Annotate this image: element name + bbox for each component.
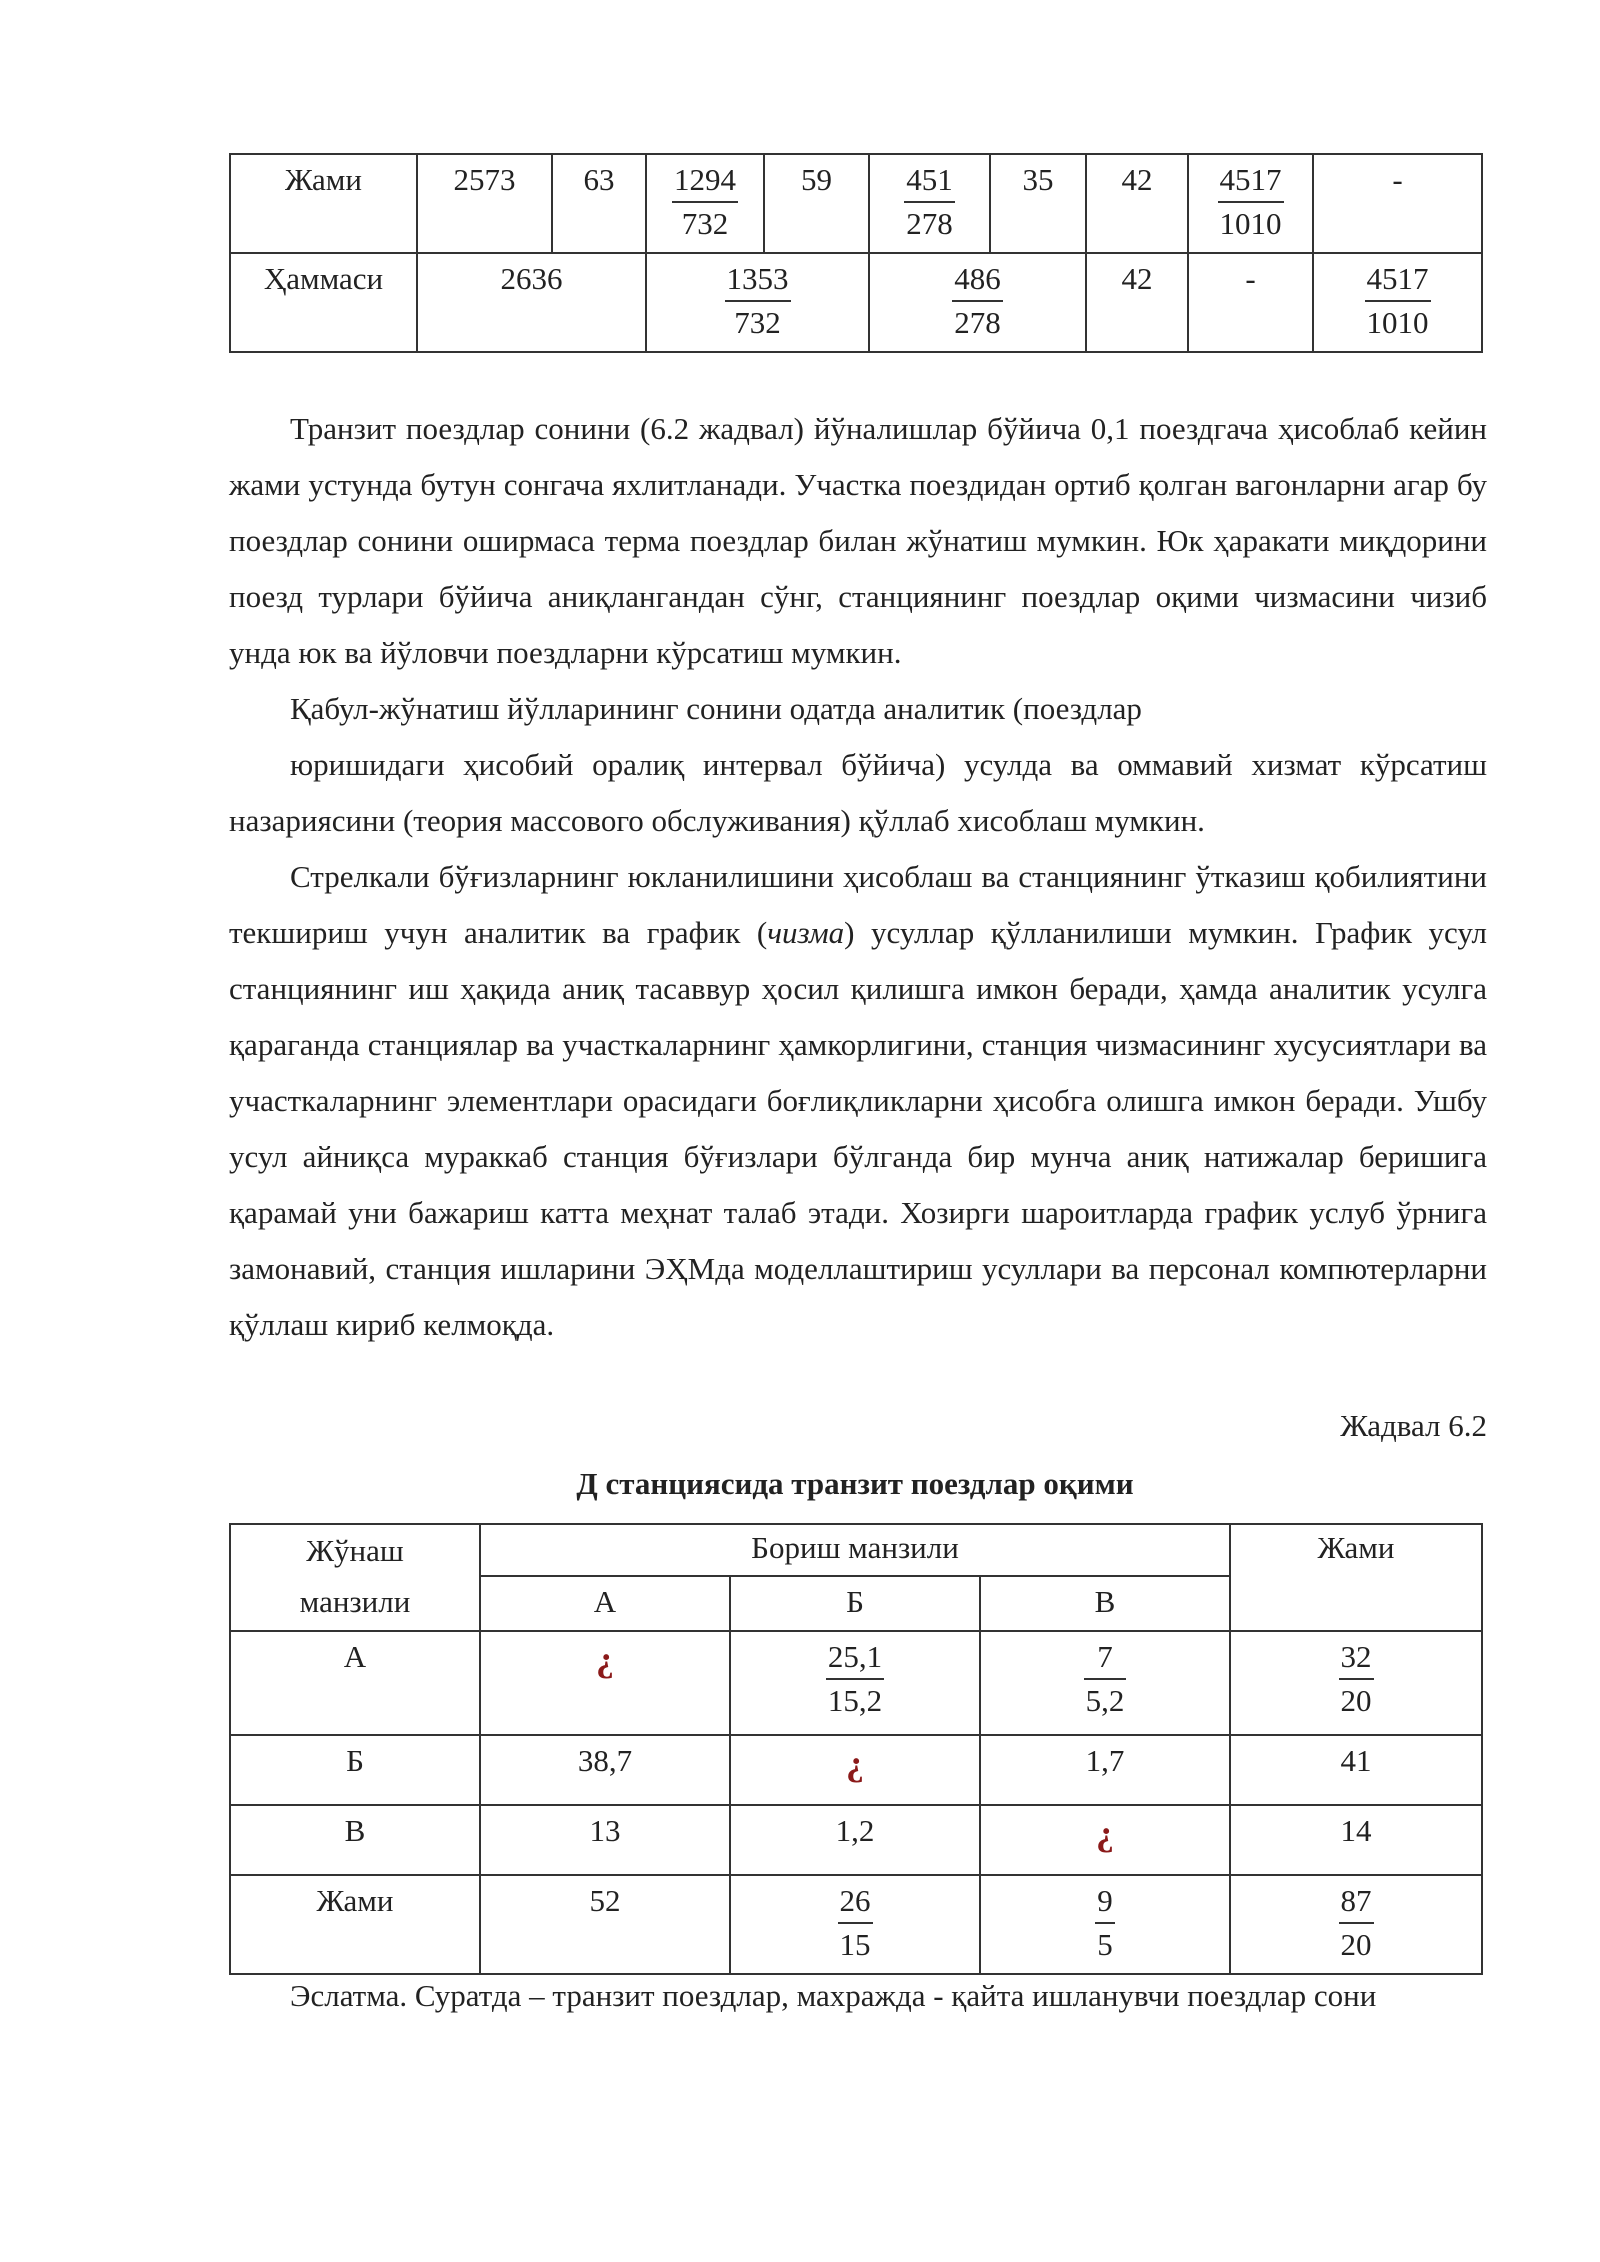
table-cell: - (1313, 154, 1482, 253)
denominator: 278 (906, 206, 953, 241)
denominator: 278 (954, 305, 1001, 340)
denominator: 20 (1340, 1927, 1372, 1962)
table-cell: 41 (1230, 1735, 1482, 1805)
total-header: Жами (1230, 1524, 1482, 1631)
table-label: Жадвал 6.2 (1340, 1408, 1487, 1443)
numerator: 25,1 (826, 1636, 884, 1680)
table-cell (1230, 1631, 1482, 1735)
denominator: 20 (1340, 1683, 1372, 1718)
paragraph: юришидаги ҳисобий оралиқ интервал бўйича) усулда ва оммавий хизмат кўрсатиш назариясини (теория массового обслуживания) қўллаб хисоблаш мумкин. (229, 747, 1487, 838)
table-cell: 14 (1230, 1805, 1482, 1875)
fraction (1218, 159, 1284, 245)
fraction (1339, 1636, 1374, 1722)
transit-flow-table (229, 1523, 1483, 1975)
numerator: 9 (1095, 1880, 1115, 1924)
table-cell: 38,7 (480, 1735, 730, 1805)
header-text: Жўнаш (306, 1533, 404, 1568)
table-cell: - (1188, 253, 1313, 352)
fraction (952, 258, 1003, 344)
table-cell: 1,7 (980, 1735, 1230, 1805)
table-cell (980, 1631, 1230, 1735)
table-row (230, 1805, 1482, 1875)
fraction (725, 258, 791, 344)
table-cell: 42 (1086, 154, 1188, 253)
column-header: Б (730, 1576, 980, 1631)
table-cell: 59 (764, 154, 869, 253)
column-header: В (980, 1576, 1230, 1631)
table-row (230, 1875, 1482, 1974)
row-label: Ҳаммаси (230, 253, 417, 352)
denominator: 1010 (1366, 305, 1429, 340)
row-label: Жами (230, 1875, 480, 1974)
fraction (672, 159, 738, 245)
table-row (230, 1631, 1482, 1735)
numerator: 32 (1339, 1636, 1374, 1680)
table-cell (646, 154, 764, 253)
denominator: 732 (734, 305, 781, 340)
table-cell: 2573 (417, 154, 552, 253)
paragraph: Қабул-жўнатиш йўлларининг сонини одатда аналитик (поездлар (290, 691, 1142, 726)
numerator: 4517 (1365, 258, 1431, 302)
fraction (1339, 1880, 1374, 1966)
denominator: 732 (681, 206, 729, 241)
paragraph: Транзит поездлар сонини (6.2 жадвал) йўналишлар бўйича 0,1 поездгача ҳисоблаб кейин жами устунда бутун сонгача яхлитланади. Участка поездидан ортиб қолган вагонларни агар бу поездлар сонини оширмаса терма поездлар билан жўнатиш мумкин. Юк ҳаракати миқдорини поезд турлари бўйича аниқлангандан сўнг, станциянинг поездлар оқими чизмасини чизиб унда юк ва йўловчи поездларни кўрсатиш мумкин. (229, 411, 1487, 670)
table-cell: 63 (552, 154, 646, 253)
table-row (230, 253, 1482, 352)
body-text (229, 401, 1487, 1353)
fraction (1095, 1880, 1115, 1966)
numerator: 7 (1084, 1636, 1127, 1680)
row-label: Б (230, 1735, 480, 1805)
placeholder-mark: ¿ (1096, 1813, 1115, 1853)
table-cell (1188, 154, 1313, 253)
denominator: 5,2 (1085, 1683, 1125, 1718)
row-label: А (230, 1631, 480, 1735)
denominator: 5 (1097, 1927, 1113, 1962)
table-cell: 42 (1086, 253, 1188, 352)
numerator: 486 (952, 258, 1003, 302)
table-cell: 2636 (417, 253, 646, 352)
table-row (230, 1735, 1482, 1805)
fraction (826, 1636, 884, 1722)
numerator: 87 (1339, 1880, 1374, 1924)
numerator: 1294 (672, 159, 738, 203)
table-cell: 52 (480, 1875, 730, 1974)
table-cell (480, 1631, 730, 1735)
denominator: 1010 (1219, 206, 1282, 241)
placeholder-mark: ¿ (596, 1639, 614, 1679)
numerator: 4517 (1218, 159, 1284, 203)
table-cell (869, 253, 1086, 352)
table-cell (1313, 253, 1482, 352)
fraction (838, 1880, 873, 1966)
header-text: манзили (299, 1584, 411, 1619)
table-cell (980, 1805, 1230, 1875)
table-title: Д станциясида транзит поездлар оқими (576, 1466, 1134, 1501)
summary-table (229, 153, 1483, 353)
table-cell (646, 253, 869, 352)
destination-header: Бориш манзили (480, 1524, 1230, 1576)
table-cell: 1,2 (730, 1805, 980, 1875)
row-label: В (230, 1805, 480, 1875)
table-cell: 13 (480, 1805, 730, 1875)
paragraph-text: ) усуллар қўлланилиши мумкин. График усул станциянинг иш ҳақида аниқ тасаввур ҳосил қилишга имкон беради, ҳамда аналитик усулга қараганда станциялар ва участкаларнинг ҳамкорлигини, станция чизмасининг хусусиятлари ва участкаларнинг элементлари орасидаги боғлиқликларни ҳисобга олишга имкон беради. Ушбу усул айниқса мураккаб станция бўғизлари бўлганда бир мунча аниқ натижалар беришига қарамай уни бажариш катта меҳнат талаб этади. Хозирги шароитларда график услуб ўрнига замонавий, станция ишларини ЭҲМда моделлаштириш усуллари ва персонал компютерларни қўллаш кириб келмоқда. (229, 915, 1487, 1342)
table-cell (869, 154, 990, 253)
numerator: 451 (904, 159, 955, 203)
numerator: 1353 (725, 258, 791, 302)
row-label: Жами (230, 154, 417, 253)
placeholder-mark: ¿ (846, 1743, 864, 1783)
table-cell (730, 1631, 980, 1735)
origin-header (230, 1524, 480, 1631)
table-cell (730, 1875, 980, 1974)
table-cell (730, 1735, 980, 1805)
table-note: Эслатма. Суратда – транзит поездлар, махражда - қайта ишланувчи поездлар сони (290, 1978, 1377, 2013)
denominator: 15 (839, 1927, 871, 1962)
table-cell: 35 (990, 154, 1086, 253)
denominator: 15,2 (827, 1683, 883, 1718)
table-row (230, 154, 1482, 253)
paragraph-text: Стрелкали бўғизларнинг юкланилишини ҳисоблаш ва станциянинг ўтказиш қобилиятини текшириш учун аналитик ва график ( (229, 859, 1487, 950)
table-cell (980, 1875, 1230, 1974)
numerator: 26 (838, 1880, 873, 1924)
paragraph-italic-text: чизма (767, 915, 845, 950)
table-cell (1230, 1875, 1482, 1974)
column-header: А (480, 1576, 730, 1631)
table-header-row (230, 1524, 1482, 1576)
paragraph (229, 849, 1487, 1353)
fraction (1084, 1636, 1127, 1722)
fraction (904, 159, 955, 245)
fraction (1365, 258, 1431, 344)
